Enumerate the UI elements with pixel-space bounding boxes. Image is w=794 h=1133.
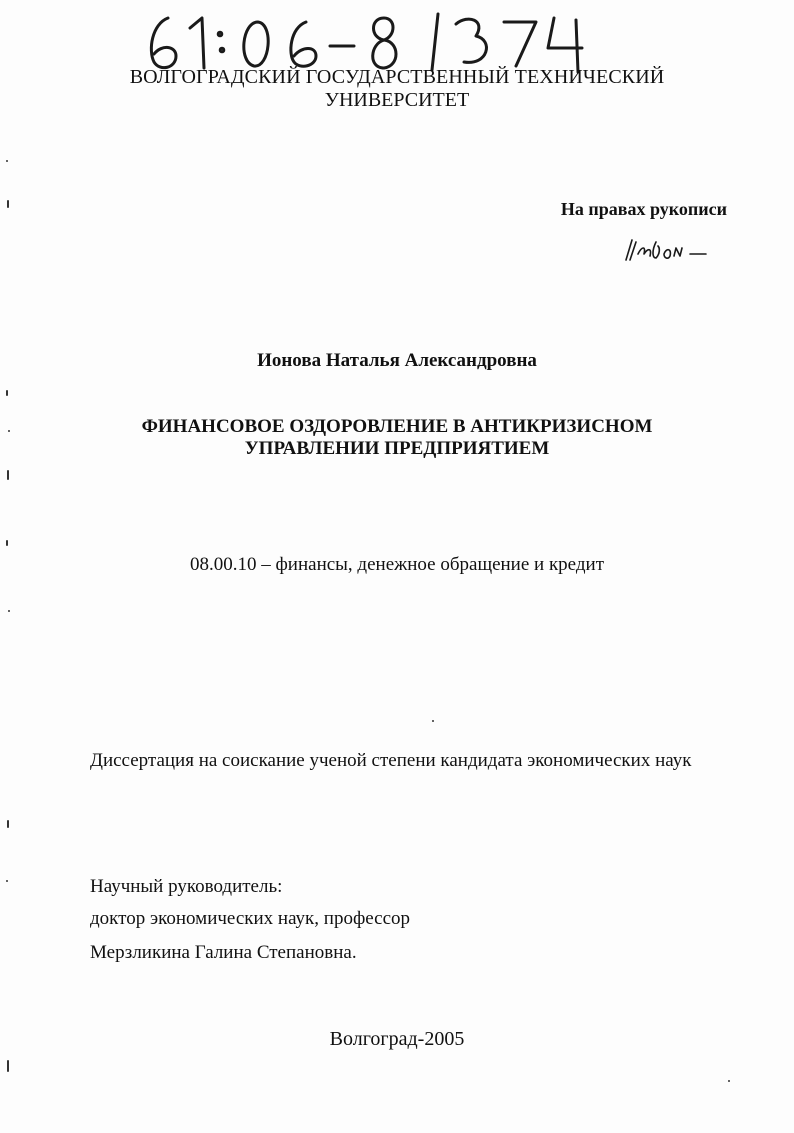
dissertation-purpose: Диссертация на соискание ученой степени кандидата экономических наук [90,750,692,771]
supervisor-label: Научный руководитель: [90,876,283,897]
handwritten-signature [620,232,710,268]
supervisor-name: Мерзликина Галина Степановна. [90,942,357,963]
university-name-line1: ВОЛГОГРАДСКИЙ ГОСУДАРСТВЕННЫЙ ТЕХНИЧЕСКИЙ [129,66,665,88]
scan-speck [728,1080,730,1082]
manuscript-rights-label: На правах рукописи [560,199,727,219]
dissertation-title-line2: УПРАВЛЕНИИ ПРЕДПРИЯТИЕМ [244,438,550,459]
city-year: Волгоград-2005 [329,1028,465,1050]
specialty-code: 08.00.10 – финансы, денежное обращение и кредит [189,554,604,575]
dissertation-title-line1: ФИНАНСОВОЕ ОЗДОРОВЛЕНИЕ В АНТИКРИЗИСНОМ [141,416,653,437]
supervisor-degree: доктор экономических наук, профессор [90,908,411,929]
author-name: Ионова Наталья Александровна [257,350,537,371]
scan-speck [432,720,434,722]
scan-margin-specks [0,0,20,1133]
university-name-line2: УНИВЕРСИТЕТ [324,89,470,111]
